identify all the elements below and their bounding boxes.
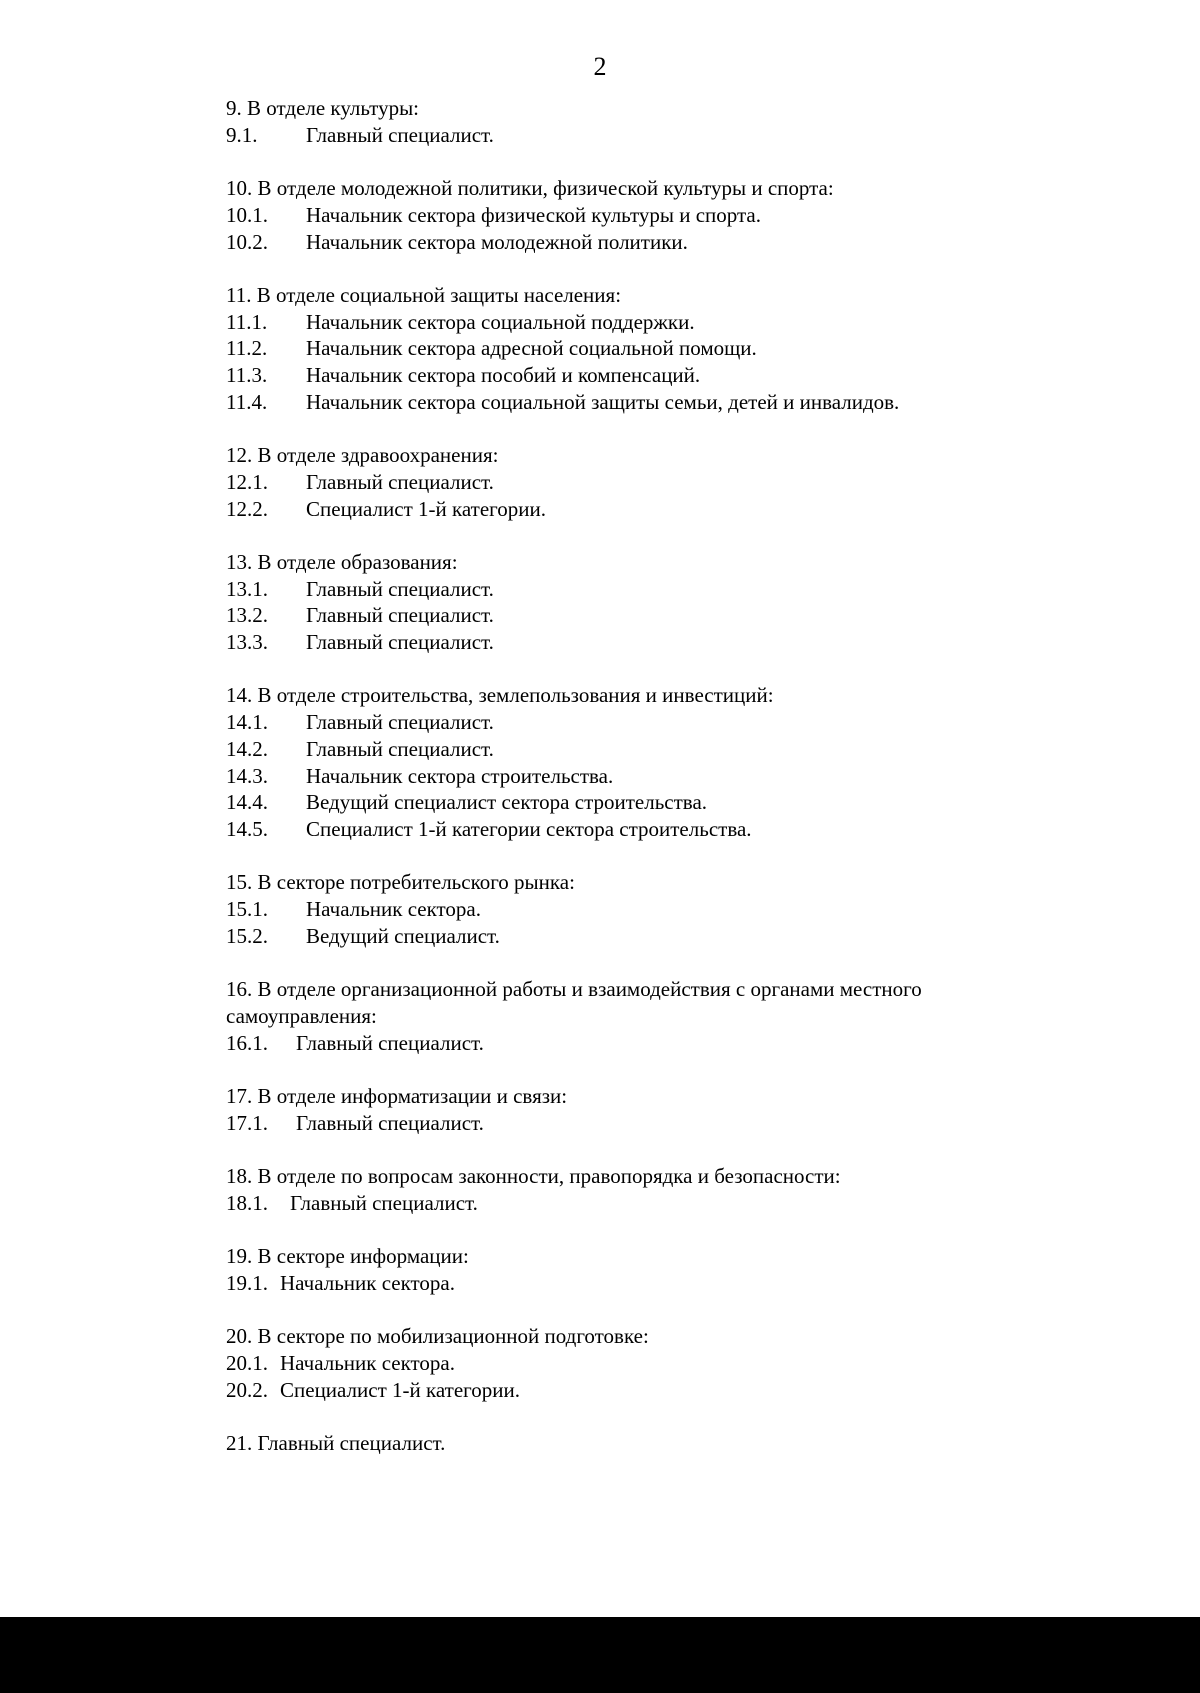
item-number: 14.2. [226,736,268,761]
section-17 [226,1083,1046,1136]
item-number: 13.2. [226,603,268,628]
item-text: Ведущий специалист сектора строительства. [306,790,708,815]
list-item [226,736,1046,763]
item-text: Специалист 1-й категории сектора строительства. [306,816,752,841]
section-heading: 14. В отделе строительства, землепользования и инвестиций: [226,683,774,708]
item-number: 11.2. [226,336,268,361]
section-heading: 17. В отделе информатизации и связи: [226,1083,568,1108]
item-text: Начальник сектора социальной поддержки. [306,309,695,334]
item-number: 11.4. [226,389,268,414]
list-item [226,896,1046,923]
section-heading: 19. В секторе информации: [226,1244,469,1269]
list-item [226,202,1046,229]
item-text: Начальник сектора социальной защиты семьи, детей и инвалидов. [306,389,900,414]
scan-edge-bar [0,1617,1200,1693]
section-16 [226,976,1046,1056]
section-9 [226,95,1046,148]
item-number: 15.1. [226,897,268,921]
item-text: Главный специалист. [290,1190,478,1215]
list-item [226,122,1046,149]
section-19 [226,1243,1046,1296]
item-text: Начальник сектора. [280,1350,455,1375]
list-item [226,763,1046,790]
item-number: 9.1. [226,122,258,147]
section-heading: 10. В отделе молодежной политики, физической культуры и спорта: [226,176,834,201]
section-18 [226,1163,1046,1216]
section-10 [226,175,1046,255]
section-13 [226,549,1046,656]
list-item [226,629,1046,656]
item-number: 13.3. [226,630,268,654]
item-text: Начальник сектора молодежной политики. [306,229,688,254]
item-text: Главный специалист. [306,710,494,735]
section-heading: 20. В секторе по мобилизационной подготовке: [226,1324,649,1349]
list-item [226,789,1046,816]
item-text: Главный специалист. [306,603,494,628]
section-heading: 13. В отделе образования: [226,549,458,574]
item-text: Главный специалист. [306,576,494,601]
list-item [226,1377,1046,1404]
item-text: Ведущий специалист. [306,923,500,948]
item-text: Начальник сектора строительства. [306,763,614,788]
list-item [226,923,1046,950]
list-item [226,1350,1046,1377]
item-number: 12.1. [226,469,268,494]
item-number: 14.1. [226,710,268,735]
document-body [226,95,1046,1483]
list-item [226,709,1046,736]
list-item [226,1270,1046,1297]
list-item [226,335,1046,362]
item-number: 14.3. [226,763,268,788]
item-number: 14.4. [226,790,268,815]
section-heading: 18. В отделе по вопросам законности, правопорядка и безопасности: [226,1163,841,1188]
item-number: 15.2. [226,923,268,948]
page-number: 2 [593,52,607,81]
item-text: Начальник сектора физической культуры и спорта. [306,202,761,227]
item-text: Начальник сектора адресной социальной помощи. [306,336,757,361]
section-12 [226,442,1046,522]
list-item [226,1190,1046,1217]
section-20 [226,1323,1046,1403]
section-heading: 21. Главный специалист. [226,1430,446,1455]
list-item [226,362,1046,389]
list-item [226,469,1046,496]
list-item [226,496,1046,523]
list-item [226,816,1046,843]
item-number: 16.1. [226,1030,268,1055]
item-text: Главный специалист. [306,469,494,494]
item-number: 18.1. [226,1190,268,1215]
list-item [226,576,1046,603]
item-text: Главный специалист. [306,630,494,654]
item-text: Начальник сектора. [280,1270,455,1295]
item-text: Главный специалист. [296,1030,484,1055]
section-heading: 15. В секторе потребительского рынка: [226,870,575,895]
item-text: Главный специалист. [296,1110,484,1135]
item-text: Начальник сектора. [306,897,481,921]
item-text: Начальник сектора пособий и компенсаций. [306,363,701,387]
item-number: 20.1. [226,1350,268,1375]
section-heading: 9. В отделе культуры: [226,96,420,120]
item-number: 10.2. [226,229,268,254]
section-21 [226,1430,1046,1457]
list-item [226,1110,1046,1137]
item-number: 11.1. [226,309,268,334]
section-heading: 12. В отделе здравоохранения: [226,443,499,468]
item-number: 14.5. [226,816,268,841]
section-14 [226,682,1046,842]
item-number: 11.3. [226,363,268,387]
list-item [226,1030,1046,1057]
list-item [226,229,1046,256]
item-text: Главный специалист. [306,122,494,147]
item-text: Специалист 1-й категории. [306,496,546,521]
section-15 [226,869,1046,949]
item-number: 17.1. [226,1110,268,1135]
section-heading: 16. В отделе организационной работы и взаимодействия с органами местного самоуправления: [226,977,922,1028]
item-number: 13.1. [226,576,268,601]
item-number: 19.1. [226,1270,268,1295]
item-text: Специалист 1-й категории. [280,1377,520,1402]
section-11 [226,282,1046,416]
list-item [226,602,1046,629]
list-item [226,389,1046,416]
section-heading: 11. В отделе социальной защиты населения: [226,282,622,307]
item-text: Главный специалист. [306,736,494,761]
list-item [226,309,1046,336]
item-number: 12.2. [226,496,268,521]
item-number: 10.1. [226,202,268,227]
item-number: 20.2. [226,1377,268,1402]
